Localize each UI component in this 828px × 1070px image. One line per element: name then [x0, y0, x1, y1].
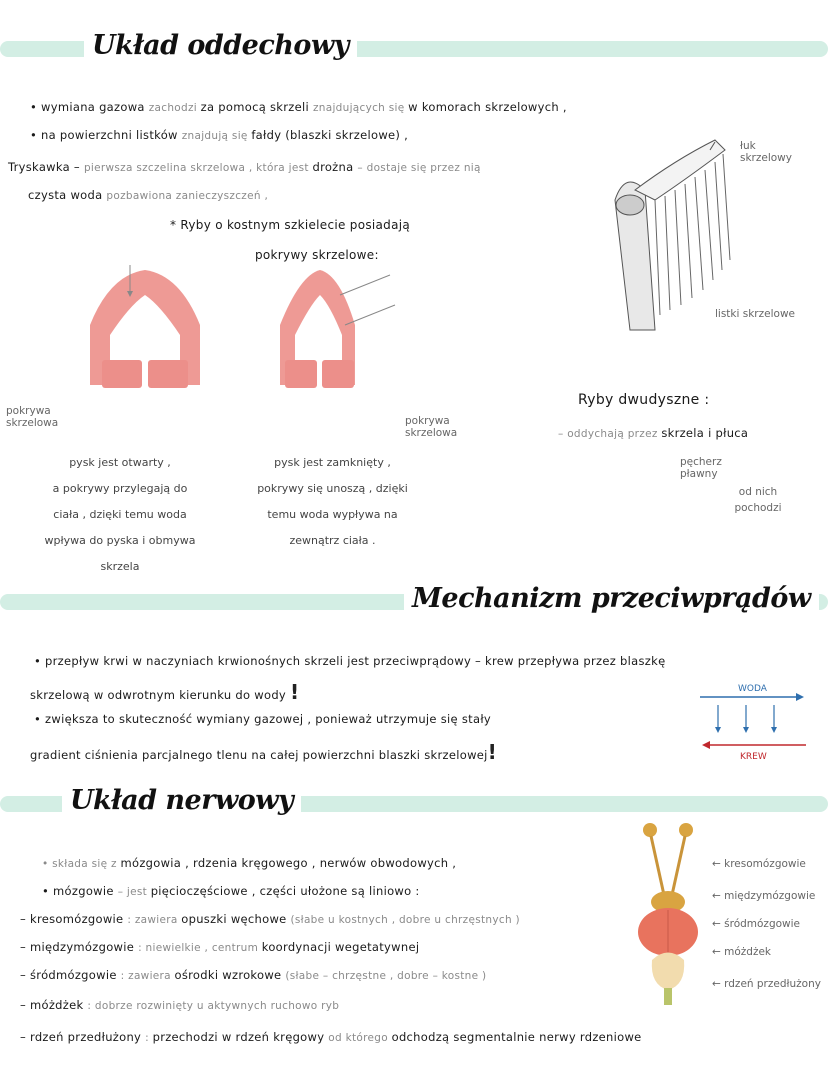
note-line	[42, 856, 456, 870]
note-text: – oddychają przez	[558, 428, 662, 440]
note-text: pięcioczęściowe , części ułożone są liniowo :	[150, 884, 420, 898]
note-text: mózgowia , rdzenia kręgowego , nerwów obwodowych ,	[120, 856, 457, 870]
note-text: w komorach skrzelowych ,	[408, 100, 567, 114]
open-mouth-diagram	[80, 265, 220, 395]
note-line	[42, 884, 420, 898]
note-text: – śródmózgowie	[20, 968, 121, 982]
closed-mouth-diagram	[270, 265, 410, 395]
note-text: zachodzi	[148, 102, 201, 114]
note-line	[34, 654, 665, 668]
note-text: – kresomózgowie	[20, 912, 128, 926]
note-text: znajdują się	[181, 130, 252, 142]
note-line	[30, 680, 299, 704]
section-title-countercurrent: Mechanizm przeciwprądów	[404, 583, 819, 614]
brain-label: ← rdzeń przedłużony	[712, 978, 821, 990]
caption-line: zewnątrz ciała .	[289, 534, 376, 547]
brain-label: ← kresomózgowie	[712, 858, 806, 870]
note-text: (słabe u kostnych , dobre u chrzęstnych )	[290, 914, 520, 926]
note-text: znajdujących się	[312, 102, 409, 114]
note-line	[30, 740, 497, 764]
bony-fish-note: * Ryby o kostnym szkielecie posiadają	[170, 218, 411, 232]
caption-line: skrzela	[100, 560, 140, 573]
note-text: : dobrze rozwinięty u aktywnych ruchowo ryb	[87, 1000, 340, 1012]
water-flow-label: WODA	[738, 684, 767, 694]
note-text: pozbawiona zanieczyszczeń ,	[106, 190, 269, 202]
note-text: koordynacji wegetatywnej	[261, 940, 420, 954]
note-text: gradient ciśnienia parcjalnego tlenu na całej powierzchni blaszki skrzelowej	[30, 748, 488, 762]
note-text: :	[145, 1032, 153, 1044]
note-text: przechodzi w rdzeń kręgowy	[152, 1030, 329, 1044]
note-text: za pomocą skrzeli	[200, 100, 313, 114]
note-text: skrzelową w odwrotnym kierunku do wody	[30, 688, 290, 702]
note-text: – rdzeń przedłużony	[20, 1030, 146, 1044]
note-line	[8, 160, 481, 174]
note-text: • na powierzchni listków	[30, 128, 182, 142]
note-line	[20, 1030, 642, 1044]
note-text: • składa się z	[42, 858, 121, 870]
lungfish-breathing	[558, 426, 748, 440]
note-text: pierwsza szczelina skrzelowa , która jest	[83, 162, 313, 174]
note-text: : zawiera	[120, 970, 175, 982]
note-line	[28, 188, 268, 202]
note-text: – dostaje się przez nią	[357, 162, 481, 174]
note-text: fałdy (blaszki skrzelowe) ,	[251, 128, 409, 142]
caption-open-mouth	[20, 450, 220, 580]
note-text: (słabe – chrzęstne , dobre – kostne )	[285, 970, 487, 982]
swim-bladder-label: pęcherz pławny	[680, 456, 722, 480]
caption-line: wpływa do pyska i obmywa	[44, 534, 196, 547]
blood-flow-label: KREW	[740, 752, 767, 762]
note-text: • przepływ krwi w naczyniach krwionośnych skrzeli jest przeciwprądowy – krew przepływa przez blaszkę	[34, 654, 666, 668]
note-line	[20, 968, 486, 982]
section-title-respiratory: Układ oddechowy	[84, 30, 357, 61]
note-text: : niewielkie , centrum	[138, 942, 262, 954]
caption-line: temu woda wypływa na	[267, 508, 398, 521]
note-text: Tryskawka –	[8, 160, 84, 174]
note-line	[30, 100, 567, 114]
note-line	[20, 998, 339, 1012]
note-text: opuszki węchowe	[181, 912, 291, 926]
caption-line: pokrywy się unoszą , dzięki	[257, 482, 408, 495]
note-text: • mózgowie	[42, 884, 118, 898]
note-text: – międzymózgowie	[20, 940, 139, 954]
fish-brain-illustration	[630, 820, 710, 1005]
note-text: odchodzą segmentalnie nerwy rdzeniowe	[391, 1030, 642, 1044]
caption-line: ciała , dzięki temu woda	[53, 508, 187, 521]
operculum-label-right: pokrywa skrzelowa	[405, 415, 458, 439]
note-line	[30, 128, 408, 142]
note-line	[20, 940, 419, 954]
caption-closed-mouth	[235, 450, 430, 554]
note-line	[20, 912, 520, 926]
brain-label: ← móżdżek	[712, 946, 772, 958]
bony-fish-note: pokrywy skrzelowe:	[255, 248, 379, 262]
note-text: • wymiana gazowa	[30, 100, 149, 114]
note-text: skrzela i płuca	[661, 426, 749, 440]
origin-label: od nich pochodzi	[734, 486, 782, 514]
note-text: – móżdżek	[20, 998, 88, 1012]
note-text: !	[289, 680, 300, 704]
note-text: – jest	[117, 886, 151, 898]
caption-line: a pokrywy przylegają do	[52, 482, 188, 495]
caption-line: pysk jest zamknięty ,	[274, 456, 391, 469]
lungfish-title: Ryby dwudyszne :	[578, 392, 710, 408]
operculum-label-left: pokrywa skrzelowa	[6, 405, 59, 429]
note-text: ośrodki wzrokowe	[174, 968, 286, 982]
note-text: • zwiększa to skuteczność wymiany gazowej , ponieważ utrzymuje się stały	[34, 712, 491, 726]
brain-label: ← śródmózgowie	[712, 918, 800, 930]
brain-label: ← międzymózgowie	[712, 890, 816, 902]
note-text: !	[487, 740, 498, 764]
caption-line: pysk jest otwarty ,	[69, 456, 171, 469]
note-text: drożna	[312, 160, 358, 174]
note-text: czysta woda	[28, 188, 107, 202]
gill-filaments-label: listki skrzelowe	[715, 308, 795, 320]
note-text: : zawiera	[127, 914, 182, 926]
section-title-nervous: Układ nerwowy	[62, 785, 301, 816]
note-text: od którego	[328, 1032, 392, 1044]
note-line	[34, 712, 491, 726]
gill-arch-label: łuk skrzelowy	[740, 140, 792, 164]
